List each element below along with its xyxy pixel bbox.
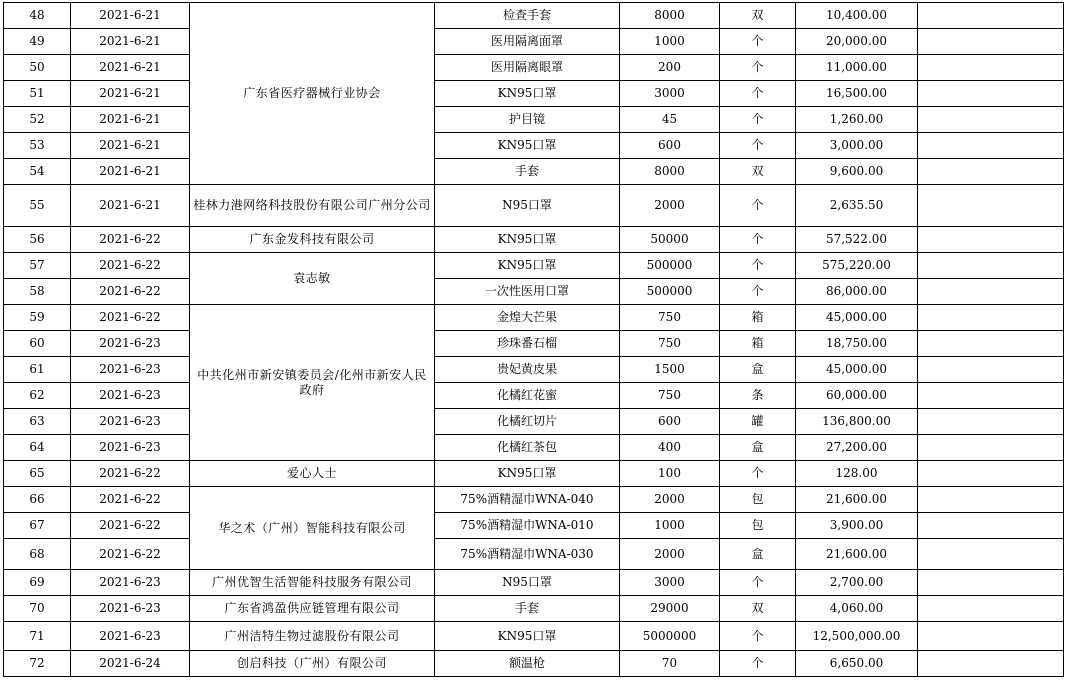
item-unit: 个 <box>720 253 796 279</box>
item-quantity: 750 <box>620 331 720 357</box>
item-amount: 3,000.00 <box>796 133 918 159</box>
item-name: KN95口罩 <box>435 227 620 253</box>
item-amount: 16,500.00 <box>796 81 918 107</box>
item-amount: 575,220.00 <box>796 253 918 279</box>
item-quantity: 500000 <box>620 253 720 279</box>
item-name: KN95口罩 <box>435 253 620 279</box>
remarks-cell <box>918 651 1064 677</box>
table-row <box>4 513 1064 539</box>
donation-date: 2021-6-21 <box>71 159 190 185</box>
donation-date: 2021-6-23 <box>71 570 190 596</box>
item-unit: 个 <box>720 55 796 81</box>
table-row <box>4 305 1064 331</box>
item-amount: 20,000.00 <box>796 29 918 55</box>
row-number: 68 <box>4 539 71 570</box>
remarks-cell <box>918 29 1064 55</box>
row-number: 72 <box>4 651 71 677</box>
remarks-cell <box>918 539 1064 570</box>
item-amount: 27,200.00 <box>796 435 918 461</box>
item-unit: 个 <box>720 461 796 487</box>
table-row <box>4 409 1064 435</box>
item-unit: 箱 <box>720 305 796 331</box>
donation-date: 2021-6-22 <box>71 279 190 305</box>
donation-date: 2021-6-22 <box>71 253 190 279</box>
table-row <box>4 570 1064 596</box>
item-name: 额温枪 <box>435 651 620 677</box>
donation-date: 2021-6-23 <box>71 409 190 435</box>
item-name: 珍珠番石榴 <box>435 331 620 357</box>
item-unit: 个 <box>720 185 796 227</box>
item-quantity: 2000 <box>620 487 720 513</box>
item-name: 化橘红茶包 <box>435 435 620 461</box>
item-amount: 21,600.00 <box>796 539 918 570</box>
item-quantity: 1500 <box>620 357 720 383</box>
item-name: 医用隔离眼罩 <box>435 55 620 81</box>
item-amount: 57,522.00 <box>796 227 918 253</box>
table-row <box>4 3 1064 29</box>
remarks-cell <box>918 3 1064 29</box>
item-unit: 双 <box>720 159 796 185</box>
remarks-cell <box>918 461 1064 487</box>
row-number: 55 <box>4 185 71 227</box>
row-number: 61 <box>4 357 71 383</box>
donation-date: 2021-6-22 <box>71 227 190 253</box>
item-name: 医用隔离面罩 <box>435 29 620 55</box>
remarks-cell <box>918 435 1064 461</box>
donation-table <box>3 2 1064 677</box>
remarks-cell <box>918 305 1064 331</box>
item-quantity: 600 <box>620 133 720 159</box>
table-row <box>4 622 1064 651</box>
row-number: 71 <box>4 622 71 651</box>
row-number: 52 <box>4 107 71 133</box>
row-number: 56 <box>4 227 71 253</box>
donation-date: 2021-6-23 <box>71 435 190 461</box>
row-number: 70 <box>4 596 71 622</box>
donation-date: 2021-6-23 <box>71 596 190 622</box>
item-amount: 11,000.00 <box>796 55 918 81</box>
table-row <box>4 253 1064 279</box>
item-unit: 箱 <box>720 331 796 357</box>
item-unit: 个 <box>720 81 796 107</box>
donation-date: 2021-6-23 <box>71 383 190 409</box>
item-quantity: 1000 <box>620 29 720 55</box>
table-row <box>4 55 1064 81</box>
row-number: 51 <box>4 81 71 107</box>
item-amount: 4,060.00 <box>796 596 918 622</box>
item-name: 化橘红花蜜 <box>435 383 620 409</box>
item-unit: 条 <box>720 383 796 409</box>
donor-name: 创启科技（广州）有限公司 <box>190 651 435 677</box>
donor-name: 中共化州市新安镇委员会/化州市新安人民政府 <box>190 305 435 461</box>
table-row <box>4 227 1064 253</box>
row-number: 60 <box>4 331 71 357</box>
item-amount: 10,400.00 <box>796 3 918 29</box>
item-unit: 盒 <box>720 435 796 461</box>
remarks-cell <box>918 253 1064 279</box>
remarks-cell <box>918 279 1064 305</box>
donation-date: 2021-6-21 <box>71 81 190 107</box>
remarks-cell <box>918 107 1064 133</box>
remarks-cell <box>918 331 1064 357</box>
table-row <box>4 29 1064 55</box>
item-name: 手套 <box>435 596 620 622</box>
donor-name: 爱心人士 <box>190 461 435 487</box>
item-quantity: 8000 <box>620 3 720 29</box>
item-quantity: 2000 <box>620 539 720 570</box>
table-row <box>4 596 1064 622</box>
item-unit: 盒 <box>720 539 796 570</box>
row-number: 65 <box>4 461 71 487</box>
item-name: 护目镜 <box>435 107 620 133</box>
item-unit: 个 <box>720 279 796 305</box>
remarks-cell <box>918 383 1064 409</box>
item-quantity: 29000 <box>620 596 720 622</box>
item-amount: 2,700.00 <box>796 570 918 596</box>
remarks-cell <box>918 55 1064 81</box>
donation-date: 2021-6-21 <box>71 133 190 159</box>
item-name: N95口罩 <box>435 570 620 596</box>
donor-name: 袁志敏 <box>190 253 435 305</box>
table-row <box>4 487 1064 513</box>
item-amount: 60,000.00 <box>796 383 918 409</box>
table-row <box>4 279 1064 305</box>
item-amount: 9,600.00 <box>796 159 918 185</box>
row-number: 62 <box>4 383 71 409</box>
row-number: 58 <box>4 279 71 305</box>
item-name: 75%酒精湿巾WNA-030 <box>435 539 620 570</box>
item-quantity: 50000 <box>620 227 720 253</box>
donor-name: 广东金发科技有限公司 <box>190 227 435 253</box>
table-row <box>4 133 1064 159</box>
donation-date: 2021-6-22 <box>71 539 190 570</box>
donation-date: 2021-6-21 <box>71 185 190 227</box>
item-amount: 86,000.00 <box>796 279 918 305</box>
item-unit: 双 <box>720 596 796 622</box>
donor-name: 广东省医疗器械行业协会 <box>190 3 435 185</box>
item-quantity: 750 <box>620 305 720 331</box>
item-name: 检查手套 <box>435 3 620 29</box>
item-quantity: 100 <box>620 461 720 487</box>
item-amount: 3,900.00 <box>796 513 918 539</box>
table-row <box>4 185 1064 227</box>
item-quantity: 750 <box>620 383 720 409</box>
table-row <box>4 107 1064 133</box>
donation-date: 2021-6-21 <box>71 3 190 29</box>
table-row <box>4 539 1064 570</box>
item-amount: 45,000.00 <box>796 305 918 331</box>
item-amount: 45,000.00 <box>796 357 918 383</box>
table-row <box>4 651 1064 677</box>
table-row <box>4 435 1064 461</box>
remarks-cell <box>918 596 1064 622</box>
item-unit: 个 <box>720 651 796 677</box>
table-body <box>4 3 1064 677</box>
item-quantity: 400 <box>620 435 720 461</box>
item-name: 贵妃黄皮果 <box>435 357 620 383</box>
donation-date: 2021-6-22 <box>71 461 190 487</box>
remarks-cell <box>918 227 1064 253</box>
remarks-cell <box>918 570 1064 596</box>
item-unit: 双 <box>720 3 796 29</box>
donation-date: 2021-6-22 <box>71 487 190 513</box>
donation-date: 2021-6-23 <box>71 331 190 357</box>
item-unit: 盒 <box>720 357 796 383</box>
item-unit: 个 <box>720 622 796 651</box>
row-number: 69 <box>4 570 71 596</box>
item-amount: 18,750.00 <box>796 331 918 357</box>
item-amount: 128.00 <box>796 461 918 487</box>
row-number: 50 <box>4 55 71 81</box>
item-amount: 12,500,000.00 <box>796 622 918 651</box>
item-unit: 包 <box>720 513 796 539</box>
item-name: 75%酒精湿巾WNA-010 <box>435 513 620 539</box>
remarks-cell <box>918 622 1064 651</box>
item-name: KN95口罩 <box>435 133 620 159</box>
donation-date: 2021-6-21 <box>71 29 190 55</box>
item-quantity: 600 <box>620 409 720 435</box>
item-name: N95口罩 <box>435 185 620 227</box>
remarks-cell <box>918 185 1064 227</box>
table-row <box>4 461 1064 487</box>
remarks-cell <box>918 409 1064 435</box>
item-unit: 个 <box>720 570 796 596</box>
donation-date: 2021-6-21 <box>71 107 190 133</box>
donor-name: 广州优智生活智能科技服务有限公司 <box>190 570 435 596</box>
remarks-cell <box>918 357 1064 383</box>
table-row <box>4 331 1064 357</box>
item-quantity: 1000 <box>620 513 720 539</box>
item-unit: 个 <box>720 133 796 159</box>
item-quantity: 200 <box>620 55 720 81</box>
table-row <box>4 81 1064 107</box>
item-quantity: 500000 <box>620 279 720 305</box>
item-quantity: 8000 <box>620 159 720 185</box>
row-number: 59 <box>4 305 71 331</box>
remarks-cell <box>918 487 1064 513</box>
item-name: KN95口罩 <box>435 622 620 651</box>
table-row <box>4 159 1064 185</box>
item-quantity: 70 <box>620 651 720 677</box>
item-unit: 包 <box>720 487 796 513</box>
item-name: 化橘红切片 <box>435 409 620 435</box>
item-name: 75%酒精湿巾WNA-040 <box>435 487 620 513</box>
donor-name: 广东省鸿盈供应链管理有限公司 <box>190 596 435 622</box>
item-quantity: 5000000 <box>620 622 720 651</box>
item-name: KN95口罩 <box>435 461 620 487</box>
item-amount: 1,260.00 <box>796 107 918 133</box>
remarks-cell <box>918 133 1064 159</box>
donation-date: 2021-6-22 <box>71 513 190 539</box>
table-row <box>4 383 1064 409</box>
donation-date: 2021-6-24 <box>71 651 190 677</box>
item-quantity: 45 <box>620 107 720 133</box>
item-unit: 个 <box>720 227 796 253</box>
row-number: 66 <box>4 487 71 513</box>
row-number: 49 <box>4 29 71 55</box>
item-amount: 21,600.00 <box>796 487 918 513</box>
item-name: 一次性医用口罩 <box>435 279 620 305</box>
row-number: 67 <box>4 513 71 539</box>
donor-name: 华之术（广州）智能科技有限公司 <box>190 487 435 570</box>
item-unit: 个 <box>720 29 796 55</box>
donation-date: 2021-6-21 <box>71 55 190 81</box>
row-number: 57 <box>4 253 71 279</box>
donor-name: 广州洁特生物过滤股份有限公司 <box>190 622 435 651</box>
item-quantity: 3000 <box>620 570 720 596</box>
item-amount: 2,635.50 <box>796 185 918 227</box>
donation-date: 2021-6-22 <box>71 305 190 331</box>
item-name: 金煌大芒果 <box>435 305 620 331</box>
item-amount: 6,650.00 <box>796 651 918 677</box>
item-name: KN95口罩 <box>435 81 620 107</box>
donation-date: 2021-6-23 <box>71 622 190 651</box>
donation-date: 2021-6-23 <box>71 357 190 383</box>
item-unit: 罐 <box>720 409 796 435</box>
table-row <box>4 357 1064 383</box>
item-unit: 个 <box>720 107 796 133</box>
item-quantity: 2000 <box>620 185 720 227</box>
item-amount: 136,800.00 <box>796 409 918 435</box>
remarks-cell <box>918 81 1064 107</box>
row-number: 54 <box>4 159 71 185</box>
item-quantity: 3000 <box>620 81 720 107</box>
row-number: 48 <box>4 3 71 29</box>
remarks-cell <box>918 513 1064 539</box>
row-number: 64 <box>4 435 71 461</box>
row-number: 53 <box>4 133 71 159</box>
remarks-cell <box>918 159 1064 185</box>
row-number: 63 <box>4 409 71 435</box>
donor-name: 桂林力港网络科技股份有限公司广州分公司 <box>190 185 435 227</box>
item-name: 手套 <box>435 159 620 185</box>
